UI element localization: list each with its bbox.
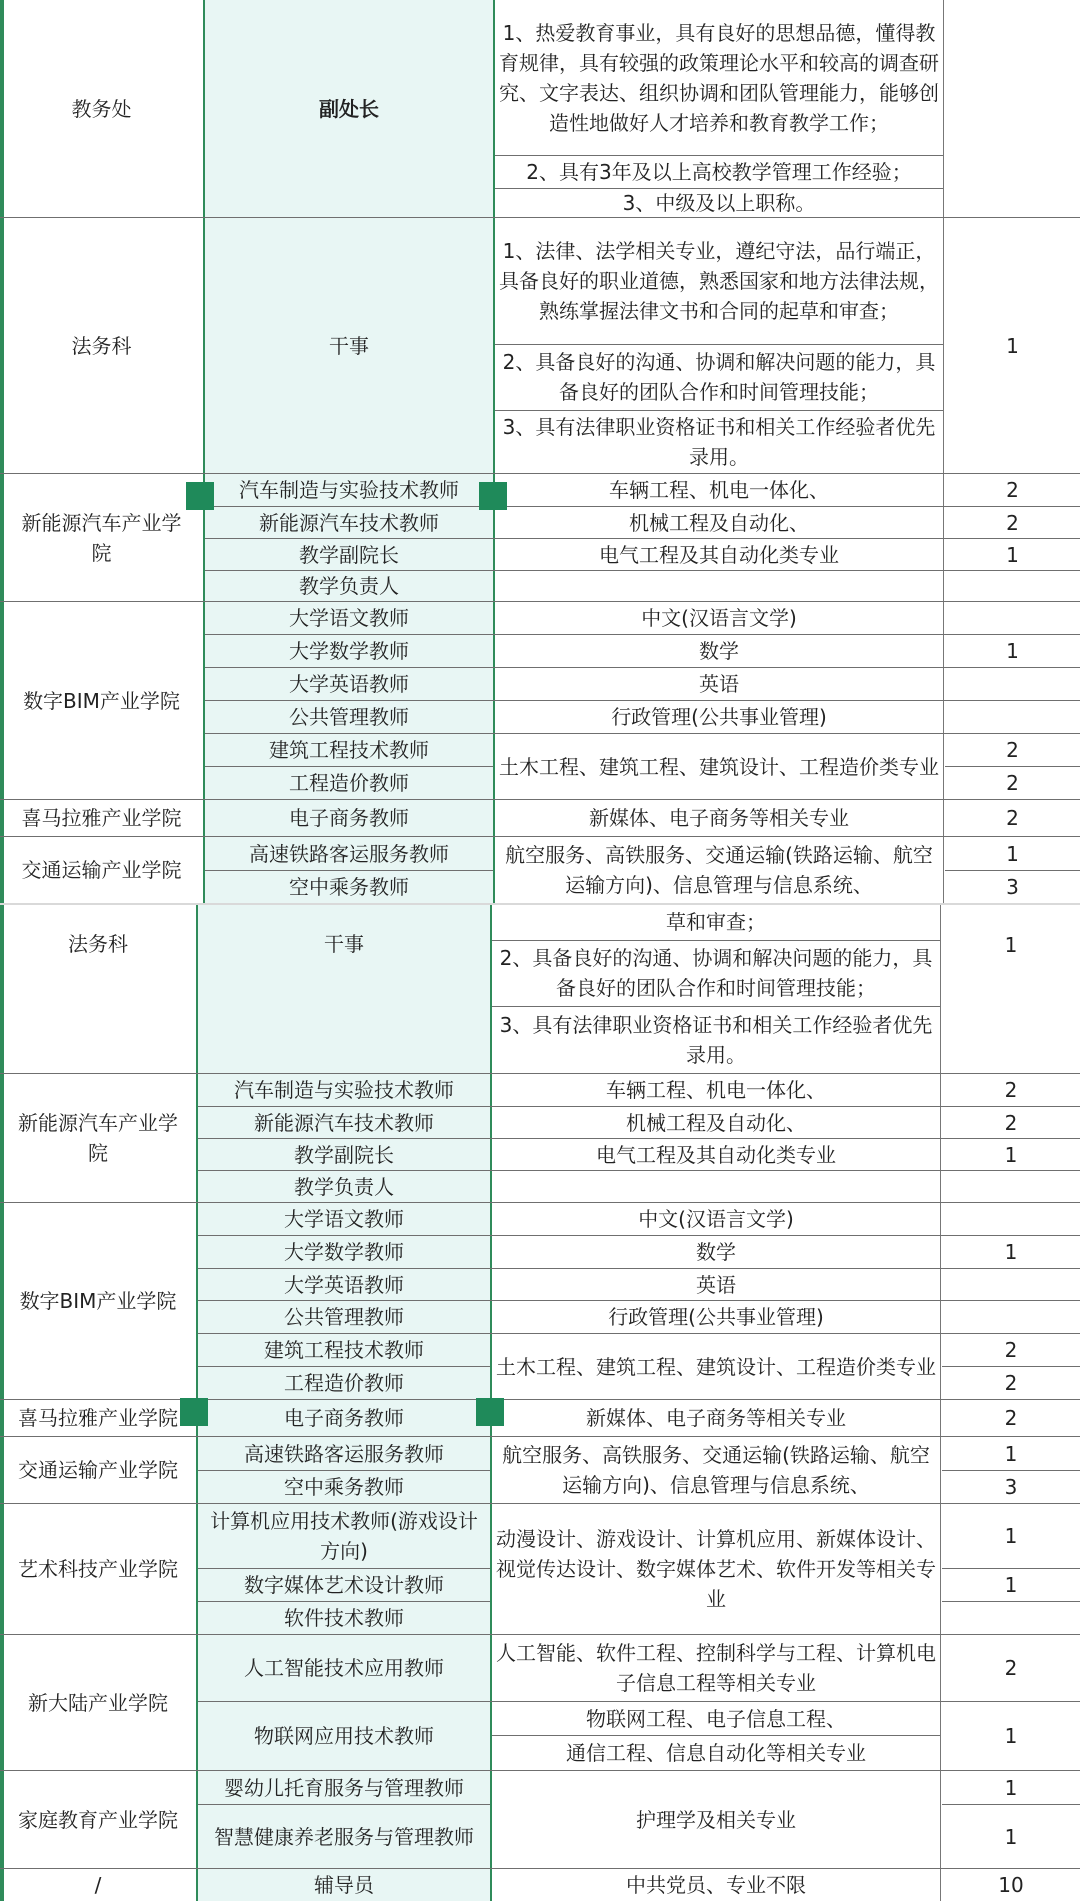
requirement-cell: 1、法律、法学相关专业，遵纪守法，品行端正，具备良好的职业道德，熟悉国家和地方法律法规，熟练掌握法律文书和合同的起草和审查； — [499, 239, 939, 323]
requirement-cell: 电气工程及其自动化类专业 — [596, 1142, 836, 1167]
row-divider — [205, 700, 1080, 701]
dept-cell: / — [94, 1873, 102, 1897]
row-divider — [198, 1470, 490, 1471]
count-cell: 1 — [1006, 333, 1019, 358]
row-divider — [198, 1300, 1080, 1301]
position-cell: 计算机应用技术教师(游戏设计方向) — [198, 1504, 490, 1568]
position-cell: 大学语文教师 — [205, 602, 493, 634]
count-cell: 1 — [1004, 1724, 1018, 1748]
count-cell: 2 — [1004, 1406, 1018, 1430]
row-divider — [198, 1235, 1080, 1236]
selection-handle[interactable] — [180, 1398, 208, 1426]
count-cell: 2 — [1004, 1078, 1018, 1102]
position-cell: 空中乘务教师 — [198, 1471, 490, 1503]
column-divider — [940, 905, 941, 1901]
position-cell: 大学数学教师 — [205, 635, 493, 667]
row-divider — [205, 766, 493, 767]
requirement-cell: 数学 — [699, 639, 739, 663]
row-divider — [492, 940, 940, 941]
position-cell: 汽车制造与实验技术教师 — [205, 474, 493, 506]
position-cell: 软件技术教师 — [198, 1602, 490, 1634]
row-divider — [205, 634, 1080, 635]
count-cell — [945, 668, 1080, 700]
row-divider — [495, 410, 943, 411]
count-cell: 2 — [1006, 738, 1019, 762]
dept-cell: 艺术科技产业学院 — [18, 1557, 178, 1581]
requirement-cell: 航空服务、高铁服务、交通运输(铁路运输、航空运输方向)、信息管理与信息系统、 — [505, 843, 933, 897]
row-divider — [198, 1568, 490, 1569]
row-divider — [495, 344, 943, 345]
position-cell: 公共管理教师 — [205, 701, 493, 733]
position-cell: 数字媒体艺术设计教师 — [198, 1569, 490, 1601]
count-cell — [945, 602, 1080, 634]
row-divider — [198, 1333, 1080, 1334]
count-cell: 1 — [1004, 1573, 1018, 1597]
column-divider — [943, 0, 944, 905]
dept-cell: 喜马拉雅产业学院 — [18, 1406, 178, 1430]
requirement-cell: 机械工程及自动化、 — [629, 510, 809, 535]
row-divider — [942, 1804, 1080, 1805]
position-cell: 大学英语教师 — [205, 668, 493, 700]
count-cell — [945, 0, 1080, 217]
position-cell: 高速铁路客运服务教师 — [198, 1437, 490, 1470]
count-cell — [945, 701, 1080, 733]
position-cell: 教学副院长 — [198, 1139, 490, 1170]
position-cell: 教学副院长 — [205, 539, 493, 570]
requirement-cell: 新媒体、电子商务等相关专业 — [586, 1406, 846, 1430]
position-cell: 大学语文教师 — [198, 1203, 490, 1235]
requirement-cell: 电气工程及其自动化类专业 — [599, 542, 839, 567]
requirement-cell: 中文(汉语言文学) — [641, 606, 797, 630]
requirement-cell: 3、中级及以上职称。 — [622, 191, 816, 215]
position-cell: 物联网应用技术教师 — [198, 1702, 490, 1770]
count-cell: 1 — [1006, 841, 1019, 866]
count-cell: 2 — [1006, 510, 1019, 535]
selection-handle[interactable] — [186, 482, 214, 510]
row-divider — [495, 155, 943, 156]
position-cell: 建筑工程技术教师 — [198, 1334, 490, 1366]
count-cell: 1 — [1004, 1142, 1018, 1167]
requirement-cell: 2、具备良好的沟通、协调和解决问题的能力，具备良好的团队合作和时间管理技能； — [499, 946, 933, 1000]
count-cell: 1 — [1004, 1240, 1018, 1264]
position-cell: 婴幼儿托育服务与管理教师 — [198, 1771, 490, 1804]
screenshot-panel-top — [0, 0, 1080, 905]
position-cell: 新能源汽车技术教师 — [205, 507, 493, 538]
requirement-cell: 1、热爱教育事业，具有良好的思想品德，懂得教育规律，具有较强的政策理论水平和较高的调查研究、文字表达、组织协调和团队管理能力，能够创造性地做好人才培养和教育教学工作； — [499, 21, 939, 135]
dept-cell: 喜马拉雅产业学院 — [21, 806, 182, 830]
screenshot-panel-bottom — [0, 905, 1080, 1901]
row-divider — [205, 538, 1080, 539]
count-cell: 1 — [1006, 542, 1019, 567]
count-cell: 10 — [998, 1873, 1024, 1897]
requirement-cell: 航空服务、高铁服务、交通运输(铁路运输、航空运输方向)、信息管理与信息系统、 — [502, 1443, 930, 1497]
dept-cell: 教务处 — [71, 96, 132, 121]
requirement-cell: 数学 — [696, 1240, 736, 1264]
row-divider — [198, 1268, 1080, 1269]
position-cell: 干事 — [198, 905, 490, 1073]
position-cell: 公共管理教师 — [198, 1301, 490, 1333]
row-divider — [942, 1601, 1080, 1602]
count-cell: 2 — [1004, 1656, 1018, 1680]
requirement-cell: 草和审查； — [666, 910, 766, 934]
position-cell: 空中乘务教师 — [205, 871, 493, 903]
position-cell: 电子商务教师 — [205, 800, 493, 836]
row-divider — [205, 667, 1080, 668]
requirement-cell: 2、具备良好的沟通、协调和解决问题的能力，具备良好的团队合作和时间管理技能； — [502, 350, 936, 404]
row-divider — [492, 1735, 940, 1736]
count-cell: 2 — [1006, 806, 1019, 830]
row-divider — [205, 733, 1080, 734]
requirement-cell: 中共党员、专业不限 — [626, 1873, 806, 1897]
count-cell: 1 — [1004, 1775, 1018, 1800]
dept-cell: 新能源汽车产业学院 — [18, 1111, 178, 1165]
row-divider — [198, 1804, 490, 1805]
row-divider — [198, 1170, 1080, 1171]
dept-cell: 法务科 — [68, 932, 128, 956]
position-cell: 大学英语教师 — [198, 1269, 490, 1300]
position-cell: 人工智能技术应用教师 — [198, 1635, 490, 1701]
row-divider — [942, 1366, 1080, 1367]
requirement-cell: 护理学及相关专业 — [636, 1807, 796, 1832]
requirement-cell: 行政管理(公共事业管理) — [611, 705, 827, 729]
row-divider — [198, 1138, 1080, 1139]
requirement-cell: 物联网工程、电子信息工程、 — [586, 1706, 846, 1731]
requirement-cell: 动漫设计、游戏设计、计算机应用、新媒体设计、视觉传达设计、数字媒体艺术、软件开发等相关专业 — [496, 1527, 936, 1611]
row-divider — [492, 1006, 940, 1007]
count-cell — [942, 1269, 1080, 1300]
count-cell: 2 — [1006, 478, 1019, 502]
row-divider — [945, 870, 1080, 871]
count-cell: 1 — [1004, 1441, 1018, 1466]
requirement-cell: 3、具有法律职业资格证书和相关工作经验者优先录用。 — [499, 1013, 933, 1067]
row-divider — [205, 570, 1080, 571]
position-cell: 辅导员 — [198, 1869, 490, 1901]
row-divider — [205, 870, 493, 871]
position-cell: 教学负责人 — [198, 1171, 490, 1202]
position-cell: 高速铁路客运服务教师 — [205, 837, 493, 870]
selection-handle[interactable] — [479, 482, 507, 510]
count-cell: 1 — [1004, 1824, 1018, 1849]
position-cell: 电子商务教师 — [198, 1400, 490, 1436]
count-cell: 2 — [1006, 771, 1019, 795]
position-cell: 智慧健康养老服务与管理教师 — [198, 1805, 490, 1868]
count-cell — [942, 1203, 1080, 1235]
requirement-cell: 中文(汉语言文学) — [638, 1207, 794, 1231]
requirement-cell: 3、具有法律职业资格证书和相关工作经验者优先录用。 — [502, 415, 936, 469]
requirement-cell: 车辆工程、机电一体化、 — [609, 478, 829, 502]
position-cell: 教学负责人 — [205, 571, 493, 601]
count-cell: 1 — [1004, 1524, 1018, 1548]
position-cell: 建筑工程技术教师 — [205, 734, 493, 766]
requirement-cell: 2、具有3年及以上高校教学管理工作经验； — [526, 160, 912, 184]
position-cell: 新能源汽车技术教师 — [198, 1107, 490, 1138]
requirement-cell: 机械工程及自动化、 — [626, 1110, 806, 1135]
requirement-cell: 新媒体、电子商务等相关专业 — [589, 806, 849, 830]
row-divider — [942, 1568, 1080, 1569]
row-divider — [198, 1601, 490, 1602]
requirement-cell: 车辆工程、机电一体化、 — [606, 1078, 826, 1102]
requirement-cell: 通信工程、信息自动化等相关专业 — [566, 1741, 866, 1765]
count-cell: 2 — [1004, 1371, 1018, 1395]
requirement-cell: 土木工程、建筑工程、建筑设计、工程造价类专业 — [499, 754, 939, 779]
position-cell: 汽车制造与实验技术教师 — [198, 1074, 490, 1106]
count-cell: 2 — [1004, 1338, 1018, 1362]
count-cell: 3 — [1004, 1475, 1018, 1499]
row-divider — [205, 506, 1080, 507]
position-cell: 大学数学教师 — [198, 1236, 490, 1268]
row-divider — [942, 1470, 1080, 1471]
row-divider — [198, 1106, 1080, 1107]
dept-cell: 交通运输产业学院 — [21, 858, 182, 882]
dept-cell: 新能源汽车产业学院 — [21, 510, 182, 565]
count-cell: 3 — [1006, 875, 1019, 899]
requirement-cell: 行政管理(公共事业管理) — [608, 1305, 824, 1329]
position-cell: 干事 — [205, 218, 493, 473]
dept-cell: 交通运输产业学院 — [18, 1458, 178, 1482]
count-cell: 1 — [1006, 639, 1019, 663]
dept-cell: 数字BIM产业学院 — [23, 688, 180, 713]
selection-handle[interactable] — [476, 1398, 504, 1426]
position-cell: 工程造价教师 — [198, 1367, 490, 1399]
count-cell: 1 — [1004, 933, 1018, 957]
requirement-cell: 英语 — [696, 1272, 736, 1297]
dept-cell: 家庭教育产业学院 — [18, 1807, 178, 1832]
position-cell: 工程造价教师 — [205, 767, 493, 799]
dept-cell: 新大陆产业学院 — [28, 1690, 168, 1715]
requirement-cell: 土木工程、建筑工程、建筑设计、工程造价类专业 — [496, 1354, 936, 1379]
row-divider — [198, 1701, 1080, 1702]
requirement-cell: 英语 — [699, 672, 739, 696]
dept-cell: 法务科 — [71, 333, 132, 358]
row-divider — [198, 1366, 490, 1367]
count-cell — [942, 1301, 1080, 1333]
dept-cell: 数字BIM产业学院 — [19, 1289, 177, 1313]
position-cell: 副处长 — [205, 0, 493, 217]
count-cell: 2 — [1004, 1110, 1018, 1135]
row-divider — [945, 766, 1080, 767]
requirement-cell: 人工智能、软件工程、控制科学与工程、计算机电子信息工程等相关专业 — [496, 1641, 936, 1695]
